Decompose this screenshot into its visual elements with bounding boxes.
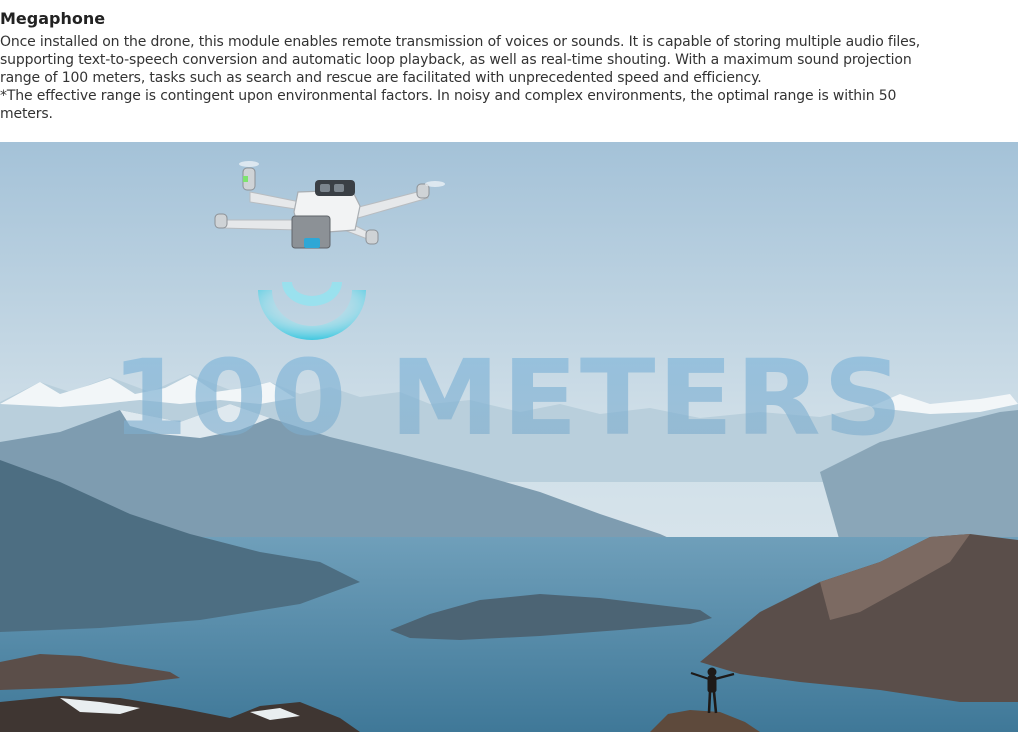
description-line: meters. (0, 106, 53, 122)
landscape-illustration (0, 142, 1018, 732)
section-title: Megaphone (0, 9, 106, 28)
description-line: Once installed on the drone, this module enables remote transmission of voices or sounds. It is capable of storing multiple audio files, (0, 34, 921, 50)
range-headline: 100 METERS (111, 337, 906, 459)
description-line: range of 100 meters, tasks such as search and rescue are facilitated with unprecedented speed and efficiency. (0, 70, 762, 86)
range-banner-image (0, 142, 1018, 732)
section-description (0, 33, 1018, 123)
description-line: *The effective range is contingent upon environmental factors. In noisy and complex environments, the optimal range is within 50 (0, 88, 897, 104)
megaphone-section (0, 8, 1018, 123)
description-line: supporting text-to-speech conversion and automatic loop playback, as well as real-time shouting. With a maximum sound projection (0, 52, 912, 68)
